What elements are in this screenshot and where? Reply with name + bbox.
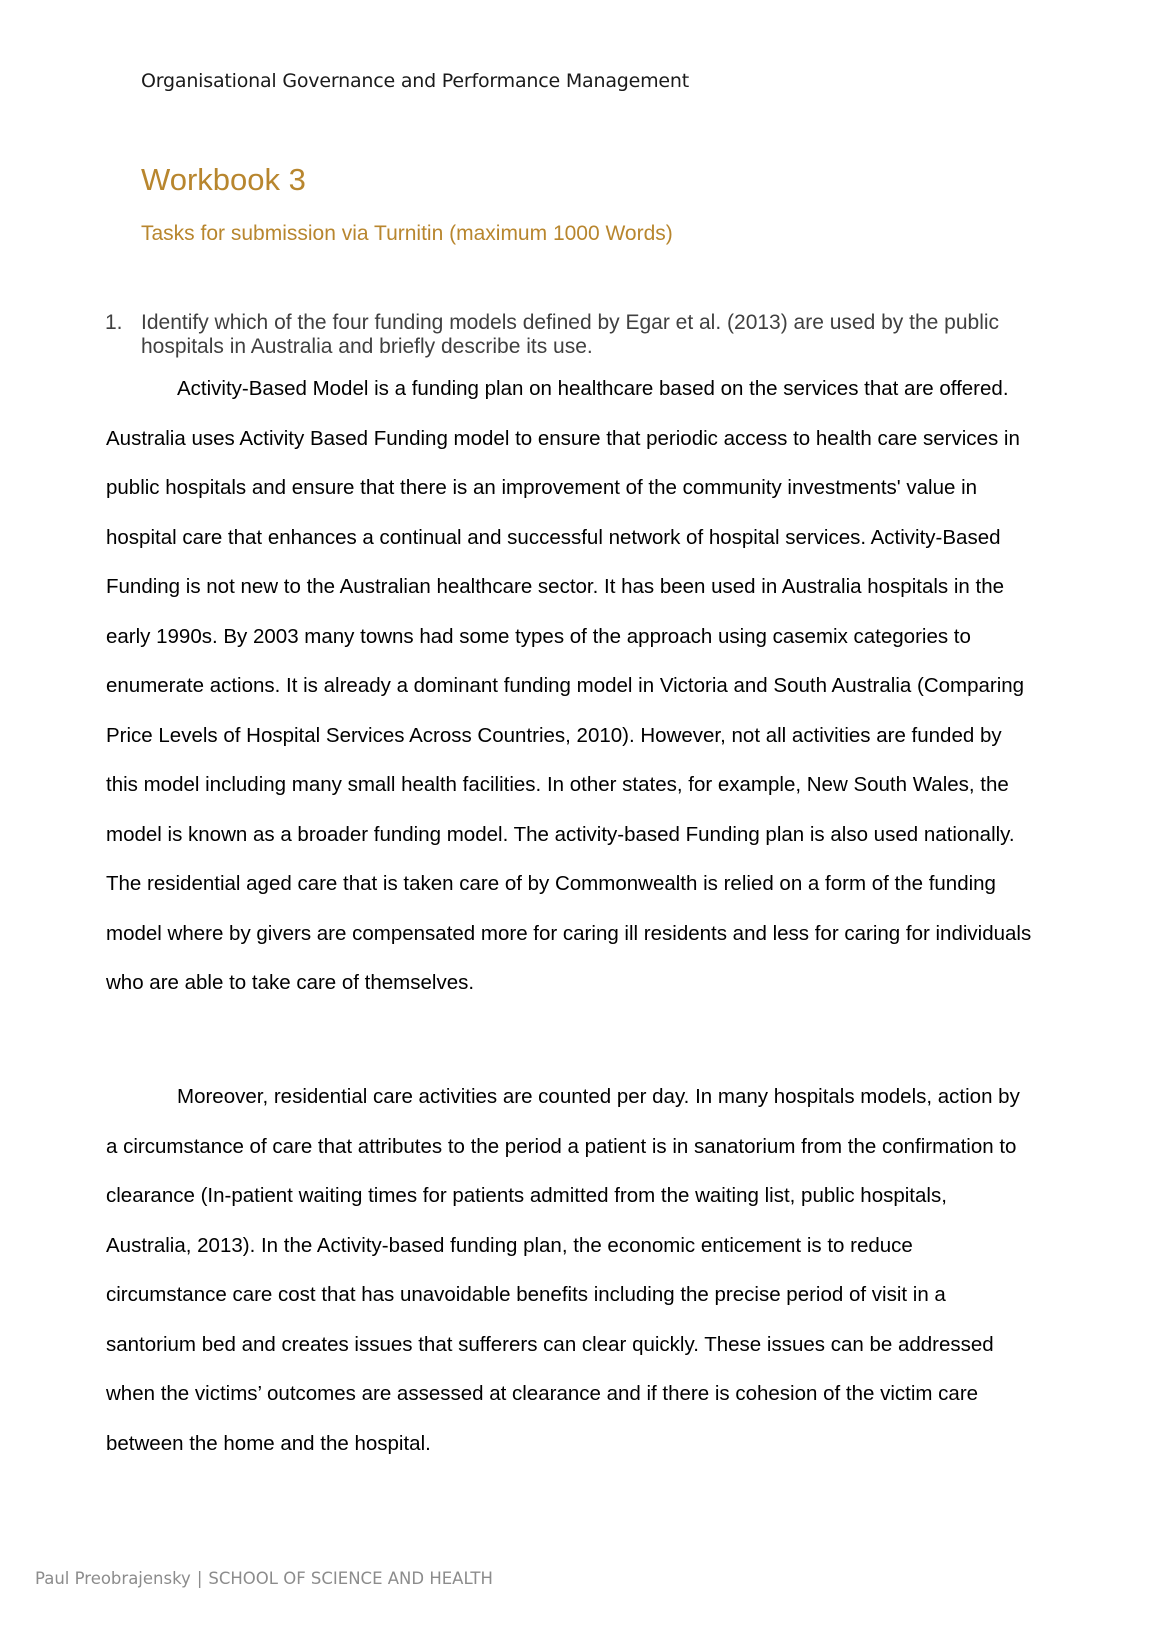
page-footer: [35, 1569, 493, 1588]
question-item: [105, 311, 1035, 359]
answer-paragraph-2: Moreover, residential care activities are counted per day. In many hospitals models, action by a circumstance of care that attributes to the period a patient is in sanatorium from the confirmation to clearance (In-patient waiting times for patients admitted from the waiting list, public hospitals, Australia, 2013). In the Activity-based funding plan, the economic enticement is to reduce circumstance care cost that has unavoidable benefits including the precise period of visit in a santorium bed and creates issues that sufferers can clear quickly. These issues can be addressed when the victims’ outcomes are assessed at clearance and if there is cohesion of the victim care between the home and the hospital.: [106, 1085, 1020, 1455]
answer-paragraph-1: Activity-Based Model is a funding plan on healthcare based on the services that are offered. Australia uses Activity Based Funding model to ensure that periodic access to health care services in public hospitals and ensure that there is an improvement of the community investments' value in hospital care that enhances a continual and successful network of hospital services. Activity-Based Funding is not new to the Australian healthcare sector. It has been used in Australia hospitals in the early 1990s. By 2003 many towns had some types of the approach using casemix categories to enumerate actions. It is already a dominant funding model in Victoria and South Australia (Comparing Price Levels of Hospital Services Across Countries, 2010). However, not all activities are funded by this model including many small health facilities. In other states, for example, New South Wales, the model is known as a broader funding model. The activity-based Funding plan is also used nationally. The residential aged care that is taken care of by Commonwealth is relied on a form of the funding model where by givers are compensated more for caring ill residents and less for caring for individuals who are able to take care of themselves.: [106, 377, 1032, 994]
workbook-subtitle: Tasks for submission via Turnitin (maximum 1000 Words): [141, 222, 673, 245]
workbook-title: Workbook 3: [141, 162, 306, 197]
footer-separator: |: [196, 1569, 203, 1588]
footer-author: Paul Preobrajensky: [35, 1569, 191, 1588]
document-header-title: Organisational Governance and Performance Management: [141, 70, 690, 92]
question-number: 1.: [105, 311, 123, 334]
question-text: Identify which of the four funding models defined by Egar et al. (2013) are used by the public hospitals in Australia and briefly describe its use.: [141, 311, 1000, 358]
footer-school: SCHOOL OF SCIENCE AND HEALTH: [208, 1569, 493, 1588]
